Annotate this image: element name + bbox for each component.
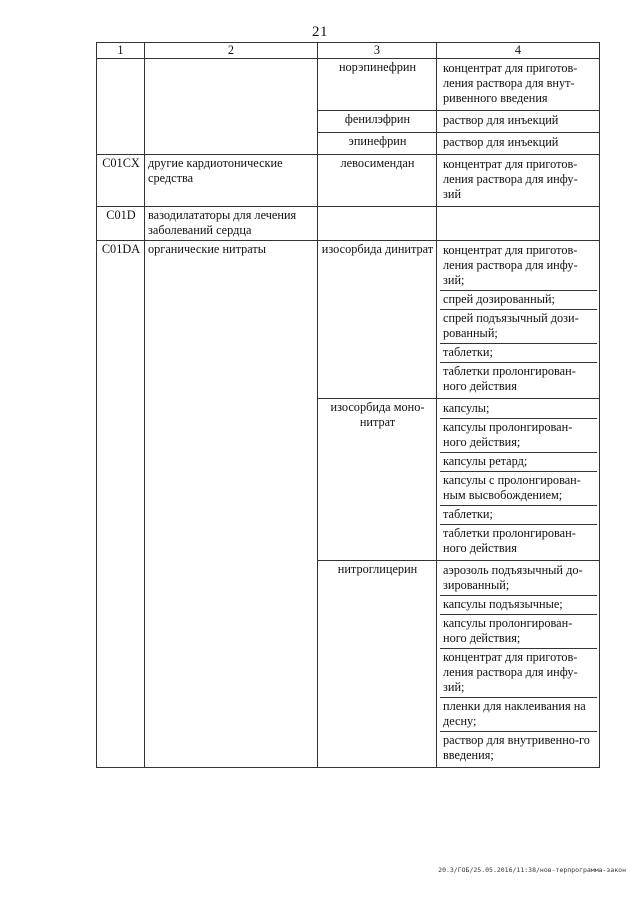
- dosage-form: таблетки пролонгирован-ного действия: [440, 524, 597, 558]
- drug-table: [96, 42, 600, 768]
- dosage-form: концентрат для приготов-ления раствора для инфу-зий: [443, 157, 578, 201]
- table-row: [97, 241, 600, 399]
- dosage-forms-cell: [437, 133, 600, 155]
- drug-name-cell: фенилэфрин: [318, 111, 437, 133]
- dosage-form: капсулы;: [443, 401, 490, 415]
- dosage-forms-cell: [437, 111, 600, 133]
- page-number: 21: [312, 24, 328, 40]
- table-row: [97, 59, 600, 111]
- dosage-forms-cell: [437, 155, 600, 207]
- dosage-forms-cell: [437, 561, 600, 768]
- dosage-form: капсулы пролонгирован-ного действия;: [440, 614, 597, 648]
- dosage-form: пленки для наклеивания на десну;: [440, 697, 597, 731]
- dosage-form: капсулы подъязычные;: [440, 595, 597, 614]
- drug-name-cell: левосимендан: [318, 155, 437, 207]
- drug-name-cell: эпинефрин: [318, 133, 437, 155]
- column-header: 4: [437, 43, 600, 59]
- table-row: [97, 207, 600, 241]
- dosage-form: концентрат для приготов-ления раствора для внут-ривенного введения: [443, 61, 578, 105]
- atc-code-cell: C01DA: [97, 241, 145, 768]
- dosage-form: спрей подъязычный дози-рованный;: [440, 309, 597, 343]
- drug-name-cell: норэпинефрин: [318, 59, 437, 111]
- dosage-form: раствор для внутривенно-го введения;: [440, 731, 597, 765]
- column-header: 3: [318, 43, 437, 59]
- dosage-forms-cell: [437, 207, 600, 241]
- dosage-form: раствор для инъекций: [443, 113, 559, 127]
- dosage-forms-cell: [437, 241, 600, 399]
- dosage-form: таблетки;: [440, 343, 597, 362]
- dosage-forms-cell: [437, 399, 600, 561]
- group-name-cell: [145, 59, 318, 155]
- atc-code-cell: C01D: [97, 207, 145, 241]
- dosage-form: капсулы пролонгирован-ного действия;: [440, 418, 597, 452]
- dosage-form: таблетки;: [440, 505, 597, 524]
- drug-name-cell: изосорбида моно-нитрат: [318, 399, 437, 561]
- dosage-form: капсулы ретард;: [440, 452, 597, 471]
- drug-name-cell: изосорбида динитрат: [318, 241, 437, 399]
- dosage-form: концентрат для приготов-ления раствора для инфу-зий;: [440, 648, 597, 697]
- atc-code-cell: [97, 59, 145, 155]
- column-header-row: [97, 43, 600, 59]
- dosage-form: [440, 208, 597, 211]
- footer-note: 20.3/ГОБ/25.05.2016/11:38/нов-терпрограмма-закон: [438, 866, 626, 874]
- dosage-forms-cell: [437, 59, 600, 111]
- dosage-form: капсулы с пролонгирован-ным высвобождением;: [440, 471, 597, 505]
- group-name-cell: органические нитраты: [145, 241, 318, 768]
- atc-code-cell: C01CX: [97, 155, 145, 207]
- group-name-cell: вазодилататоры для лечения заболеваний сердца: [145, 207, 318, 241]
- dosage-form: аэрозоль подъязычный до-зированный;: [443, 563, 583, 592]
- column-header: 2: [145, 43, 318, 59]
- dosage-form: концентрат для приготов-ления раствора для инфу-зий;: [443, 243, 578, 287]
- drug-name-cell: [318, 207, 437, 241]
- dosage-form: раствор для инъекций: [443, 135, 559, 149]
- dosage-form: таблетки пролонгирован-ного действия: [440, 362, 597, 396]
- table-row: [97, 155, 600, 207]
- drug-name-cell: нитроглицерин: [318, 561, 437, 768]
- dosage-form: спрей дозированный;: [440, 290, 597, 309]
- table-body: [97, 59, 600, 768]
- group-name-cell: другие кардиотонические средства: [145, 155, 318, 207]
- column-header: 1: [97, 43, 145, 59]
